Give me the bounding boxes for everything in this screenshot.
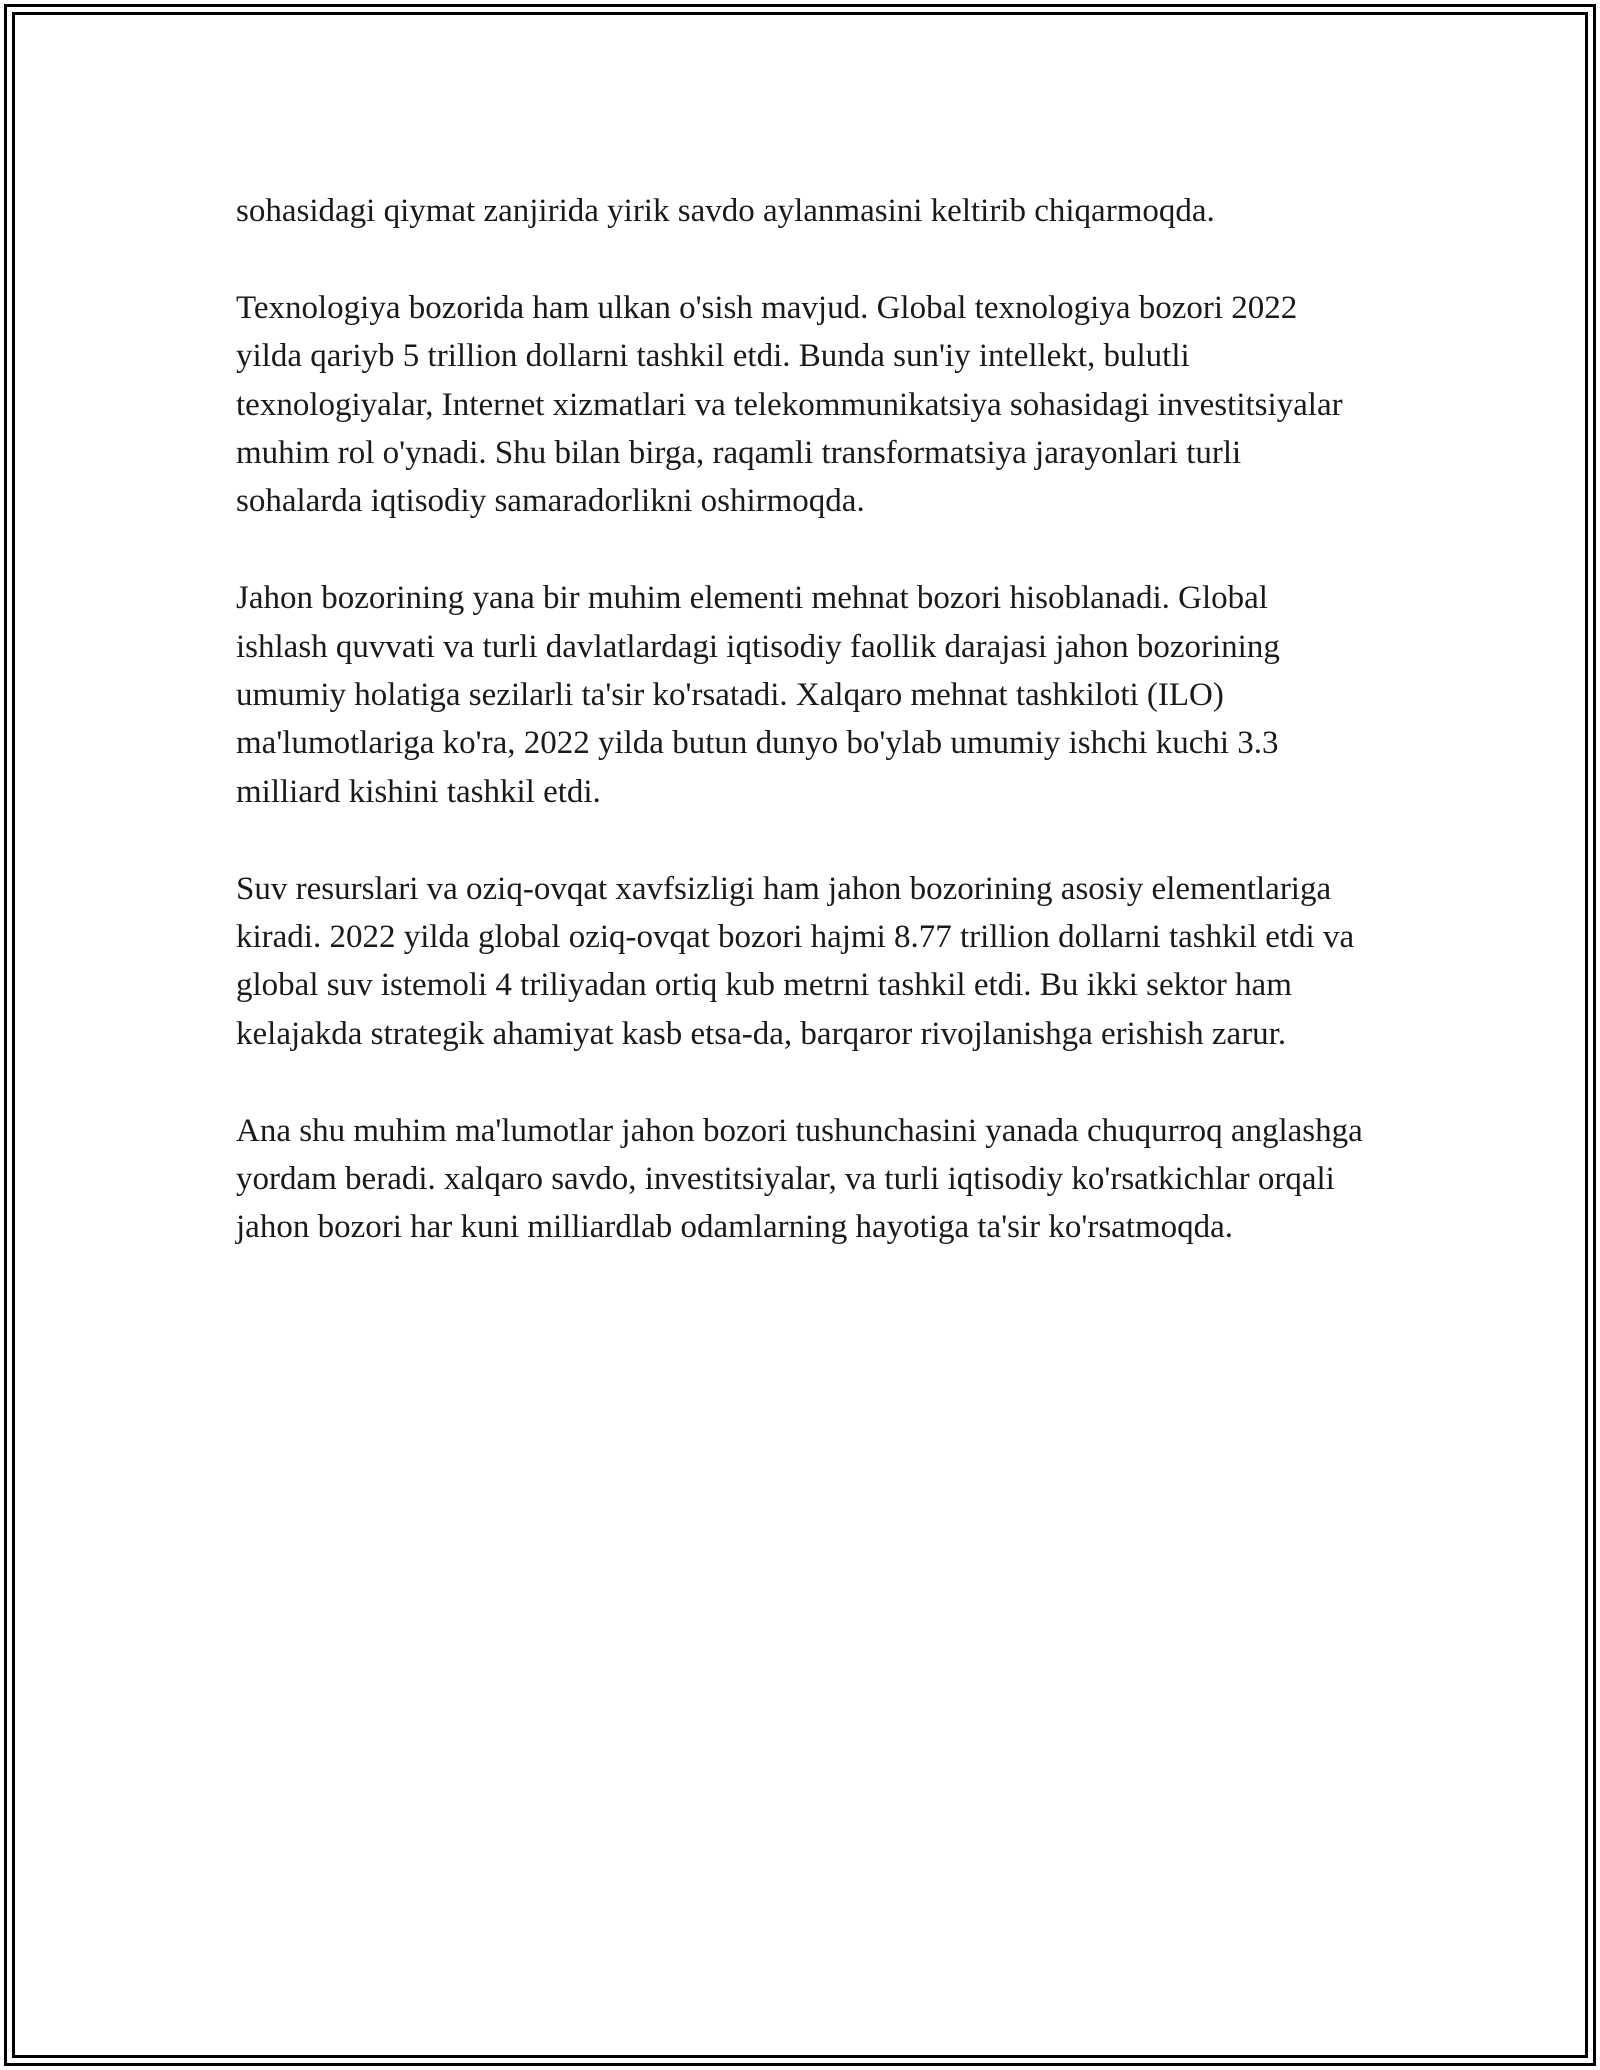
paragraph-3: Jahon bozorining yana bir muhim elementi mehnat bozori hisoblanadi. Global ishlash quvvati va turli davlatlardagi iqtisodiy faollik darajasi jahon bozorining umumiy holatiga sezilarli ta'sir ko'rsatadi. Xalqaro mehnat tashkiloti (ILO) ma'lumotlariga ko'ra, 2022 yilda butun dunyo bo'ylab umumiy ishchi kuchi 3.3 milliard kishini tashkil etdi. bbox=[236, 580, 1280, 810]
paragraph-5: Ana shu muhim ma'lumotlar jahon bozori tushunchasini yanada chuqurroq anglashga yordam beradi. xalqaro savdo, investitsiyalar, va turli iqtisodiy ko'rsatkichlar orqali jahon bozori har kuni milliardlab odamlarning hayotiga ta'sir ko'rsatmoqda. bbox=[236, 1112, 1363, 1246]
paragraph-2: Texnologiya bozorida ham ulkan o'sish mavjud. Global texnologiya bozori 2022 yilda qariyb 5 trillion dollarni tashkil etdi. Bunda sun'iy intellekt, bulutli texnologiyalar, Internet xizmatlari va telekommunikatsiya sohasidagi investitsiyalar muhim rol o'ynadi. Shu bilan birga, raqamli transformatsiya jarayonlari turli sohalarda iqtisodiy samaradorlikni oshirmoqda. bbox=[236, 289, 1343, 520]
document-body bbox=[236, 187, 1366, 1300]
paragraph-1: sohasidagi qiymat zanjirida yirik savdo aylanmasini keltirib chiqarmoqda. bbox=[236, 193, 1215, 229]
paragraph-4: Suv resurslari va oziq-ovqat xavfsizligi ham jahon bozorining asosiy elementlariga kiradi. 2022 yilda global oziq-ovqat bozori hajmi 8.77 trillion dollarni tashkil etdi va global suv istemoli 4 triliyadan ortiq kub metrni tashkil etdi. Bu ikki sektor ham kelajakda strategik ahamiyat kasb etsa-da, barqaror rivojlanishga erishish zarur. bbox=[236, 870, 1355, 1052]
